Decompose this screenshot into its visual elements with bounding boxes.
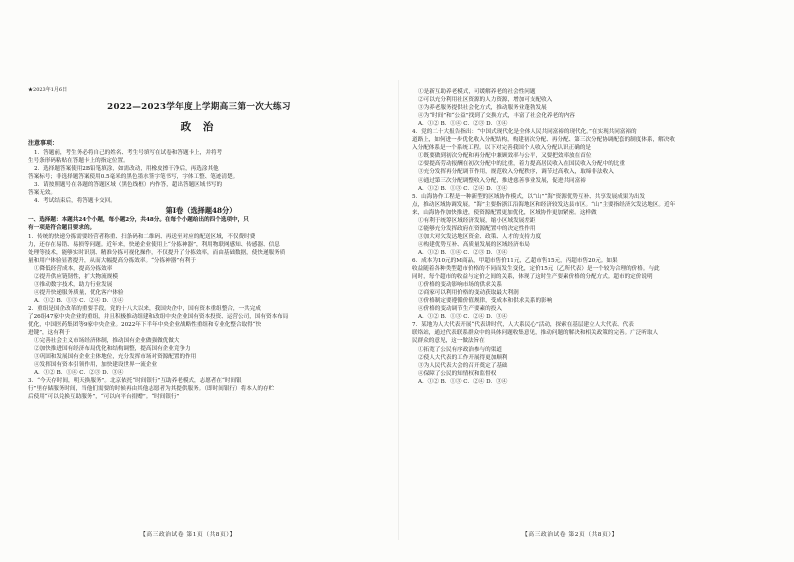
question-line: 5．山海协作工程是一种新型的区域协作模式，以“山”“海”资源优势互补、共享发展成果为出发 [412, 193, 646, 200]
option-line: ③加大对欠发达地区资金、政策、人才的支持力度 [418, 233, 542, 240]
question-line: 6．成本为10元的M商品，甲超市售价11元，乙超市售15元，丙超市售20元。如果 [412, 257, 618, 264]
option-line: ①既要做到初次分配和再分配中兼顾效率与公平，又要把效率放在首位 [418, 153, 592, 160]
answer-choices: A．①② B．①④ C．②③ D．③④ [418, 249, 508, 256]
notice-line: 1．答题前，考生务必将自己的姓名、考生号填写在试卷和答题卡上，并将考 [34, 150, 223, 157]
question-line: 优化，中国医药集团等9家中央企业。2022年下半年中央企业战略性重组和专业化整合取得“快 [28, 322, 262, 329]
option-line: ③为人民代表大会的召开奠定了基础 [418, 362, 508, 369]
star-icon: ★ [28, 87, 34, 93]
option-line: ③为养老服务提供社会化方式，推动服务业蓬勃发展 [418, 105, 547, 112]
exam-subject: 政 治 [180, 121, 218, 133]
option-line: ①价格的变动影响市场的供求关系 [418, 282, 502, 289]
answer-choices: A．①② B．①③ C．②④ D．③④ [418, 185, 508, 192]
question-line: 量和用户体验显著提升，从而大幅提高分拣效率。“分拣神器”有利于 [28, 257, 196, 264]
option-line: ②可以充分利用社区资源的人力资源，增加可支配收入 [418, 97, 553, 104]
section-intro: 有一项是符合题目要求的。 [28, 225, 96, 232]
notice-line: 4．考试结束后，将答题卡交回。 [34, 198, 116, 205]
notice-line: 2．选择题答案使用2B铅笔填涂，如需改动，用橡皮擦干净后，再选涂其他 [34, 166, 219, 173]
notice-heading: 注意事项： [28, 140, 59, 147]
notice-line: 答案无效。 [28, 190, 56, 197]
option-line: ①完善社会主义市场经济体制，推动国有企业做强做优做大 [34, 338, 180, 345]
option-line: ④价格的变动调节生产要素的投入 [418, 306, 502, 313]
question-line: 4．党的二十大报告指出：“中国式现代化是全体人民共同富裕的现代化。”在实现共同富裕的 [412, 129, 637, 136]
page-footer-1: 【高三政治试卷 第1页（共8页）】 [140, 532, 236, 538]
option-line: ②使人大代表的工作开展得更加顺利 [418, 354, 508, 361]
option-line: ①有利于统筹区域经济发展，缩小区域发展差距 [418, 217, 536, 224]
notice-line: 答案标号；非选择题答案使用0.5毫米的黑色墨水签字笔书写，字体工整、笔迹清楚。 [28, 174, 239, 181]
right-column [412, 88, 758, 386]
question-line: 2．重组是国企改革的重要手段。党的十八大以来，我国央企中，国有资本重组整合，一共完成 [28, 305, 261, 312]
option-line: ③推动数字技术，助力行业发展 [34, 281, 113, 288]
question-line: 进键”，这有利于 [28, 330, 71, 337]
notice-line: 3．请按照题号在各题的答题区域（黑色线框）内作答，超出答题区域书写的 [34, 182, 223, 189]
question-line: 民群众的意见，这一做法旨在 [412, 338, 485, 345]
date-note: ★2023年1月6日 [28, 87, 68, 93]
section-intro: 一、选择题：本题共24个小题，每小题2分，共48分。在每个小题给出的四个选项中，只 [28, 217, 249, 224]
question-line: 7．某地为人大代表开展“代表讲时代，人大系民心”活动，探索在基层建立人大代表、代表 [412, 322, 634, 329]
option-line: ④保障了公民的知情权和监督权 [418, 370, 497, 377]
answer-choices: A．①② B．①④ C．②③ D．③④ [418, 121, 508, 128]
left-questions [28, 233, 374, 402]
question-line: 力，还存在易错、易损等问题。近年来，快递企业使用上“分拣神器”，利用物联网感知、传感器、信息 [28, 241, 280, 248]
option-line: ③价格制定要遵循价值规律，受成本和供求关系的影响 [418, 298, 553, 305]
page-footer-2: 【高三政治试卷 第2页（共8页）】 [522, 532, 618, 538]
option-line: ②加快推进国有经济布局优化和结构调整，提高国有企业竞争力 [34, 346, 191, 353]
option-line: ②商家可以利用价格的变动获取最大利润 [418, 290, 519, 297]
question-line: 联络站，通过代表联系群众中的具体问题收集意见，推动问题的解决和相关政策的完善。广泛听取人 [412, 330, 659, 337]
option-line: ④通过第三次分配调整收入分配，推进慈善事业发展，促进共同富裕 [418, 177, 586, 184]
answer-choices: A．①② B．①③ C．②④ D．③④ [418, 314, 508, 321]
option-line: ④构建优势互补、高质量发展的区域经济布局 [418, 241, 530, 248]
option-line: ②要提高劳动报酬在初次分配中的比重，着力提高居民收入在国民收入分配中的比重 [418, 161, 625, 168]
question-line: 后使用“可以兑换互助服务”，“可以向平台捐赠”。“时间银行” [28, 394, 180, 401]
question-line: 入分配体系是一个系统工程。以下对完善我国个人收入分配认识正确的是 [412, 145, 592, 152]
option-line: ③巩固和发展国有企业主体地位，充分发挥市场对资源配置的作用 [34, 354, 197, 361]
left-column [28, 140, 374, 402]
notice-line: 生号条形码粘贴在答题卡上的指定位置。 [28, 158, 129, 165]
option-line: ④发挥国有资本引领作用，加快建设世界一流企业 [34, 362, 158, 369]
exam-title: 2022—2023学年度上学期高三第一次大练习 [107, 102, 291, 112]
question-line: 点，推动区域协调发展。“海”主要指浙江沿海地区和经济较发达县市区。“山”主要指经济欠发达地区。近年 [412, 201, 676, 208]
question-line: 来，山海协作加快推进，使资源配置更加优化，区域协作更加紧密。这样做 [412, 209, 597, 216]
section-title: 第Ⅰ卷（选择题48分） [165, 206, 237, 216]
question-line: 同时，每个超市的收益与定价之间的关系，体现了这时生产要素价格的分配方式。超市的定价说明 [412, 274, 653, 281]
page-fold-line [398, 80, 399, 540]
option-line: ①是新互助养老模式，可缓解养老的社会性问题 [418, 89, 536, 95]
option-line: ①降低经营成本，提高分拣效率 [34, 265, 113, 272]
question-line: 了26组47家中央企业的重组，并且积极推动组建和改组中央企业国有资本投资、运营公司，国有资本布局 [28, 313, 289, 320]
option-line: ④为“时间”和“公益”找到了交换方式，丰富了社会化养老的内容 [418, 113, 575, 120]
notice-list [28, 149, 374, 205]
option-line: ①拓宽了公民有序政治参与的渠道 [418, 346, 502, 353]
option-line: ②能够充分发挥政府在资源配置中的决定性作用 [418, 225, 536, 232]
question-line: 道路上，如何进一步优化收入分配结构，构建初次分配、再分配、第三次分配协调配套的制度体系，解决收 [412, 137, 675, 144]
question-line: 处理等技术，能够实时识别、精准分拣可视化操作，不仅提升了分拣效率，而由基础数据，使快递服务质 [28, 249, 286, 256]
option-line: ③充分发挥再分配调节作用，规范收入分配秩序，调节过高收入，取缔非法收入 [418, 169, 614, 176]
answer-choices: A．①② B．①③ C．②④ D．③④ [418, 378, 508, 385]
answer-choices: A．①② B．①④ C．②③ D．③④ [34, 370, 124, 377]
answer-choices: A．①② B．①③ C．②④ D．③④ [34, 297, 124, 304]
question-line: 3．“今天存时间，明天换服务”。北京依托“时间银行”互助养老模式，志愿者在“时间银 [28, 378, 242, 385]
question-line: 行”里存储服务时间，当他们需要的时候再由其他志愿者为其提供服务。（即时间银行）将本人的存贮 [28, 386, 275, 393]
question-line: 1．传统的快递分拣需要经营者称重、扫条码和二维码、再送至对应的配送区域，不仅费时费 [28, 233, 256, 240]
question-line: 收益随着各种类型超市价格的不同而发生变化，定价15元（乙所代表）是一个较为合理的价格。与此 [412, 266, 660, 273]
option-line: ②提升供应链韧性，扩大物流规模 [34, 273, 118, 280]
option-line: ④提升快递服务质量，优化客户体验 [34, 289, 124, 296]
